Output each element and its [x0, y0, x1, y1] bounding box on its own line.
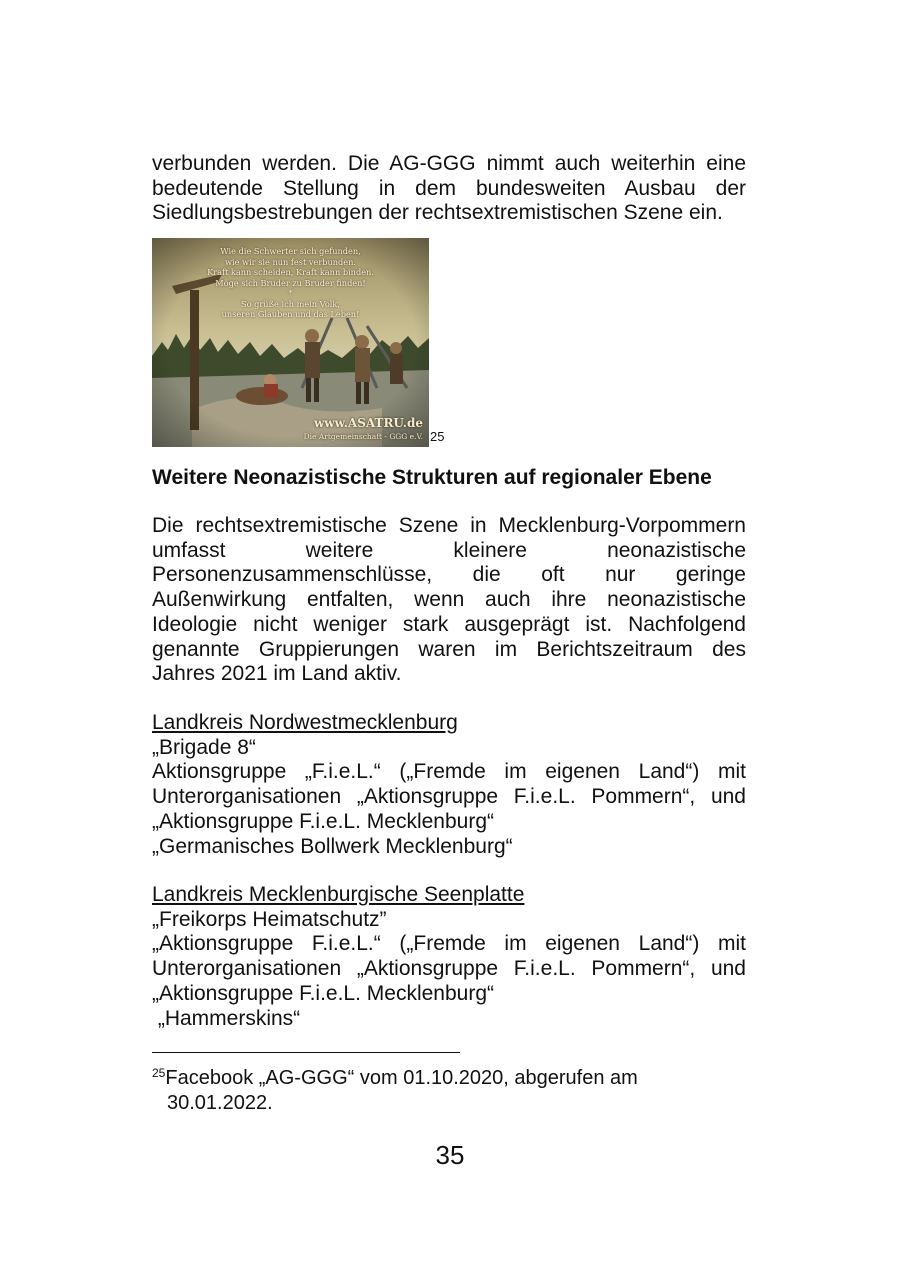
paragraph-line: genannte Gruppierungen waren im Berichtszeitraum des — [152, 637, 746, 661]
figure-footnote-mark: 25 — [430, 429, 445, 444]
paragraph-line: umfasst weitere kleinere neonazistische — [152, 538, 746, 562]
intro-line: bedeutende Stellung in dem bundesweiten Ausbau der — [152, 176, 746, 200]
poem-line: So grüße ich mein Volk, — [241, 298, 340, 309]
image-url-text: www.ASATRU.de — [313, 416, 423, 430]
group-line: Unterorganisationen „Aktionsgruppe F.i.e.L. Pommern“, und — [152, 785, 746, 809]
district-nordwestmecklenburg — [152, 711, 746, 859]
group-line: „Brigade 8“ — [152, 735, 256, 759]
group-line: „Hammerskins“ — [152, 1006, 301, 1030]
paragraph-line: Außenwirkung entfalten, wenn auch ihre neonazistische — [152, 588, 746, 612]
poem-line: wie wir sie nun fest verbunden. — [224, 256, 356, 267]
footnote-text: Facebook „AG-GGG“ vom 01.10.2020, abgerufen am — [165, 1067, 638, 1089]
district-title: Landkreis Nordwestmecklenburg — [152, 711, 458, 734]
image-org-text: Die Artgemeinschaft - GGG e.V. — [303, 432, 423, 441]
paragraph-line: Ideologie nicht weniger stark ausgeprägt ist. Nachfolgend — [152, 612, 746, 636]
group-line: „Aktionsgruppe F.i.e.L.“ („Fremde im eigenen Land“) mit — [152, 932, 746, 956]
footnote-separator — [152, 1052, 460, 1053]
group-line: „Freikorps Heimatschutz” — [152, 907, 387, 931]
footnote — [152, 1066, 752, 1116]
paragraph-line: Die rechtsextremistische Szene in Mecklenburg-Vorpommern — [152, 514, 746, 537]
district-mecklenburgische-seenplatte — [152, 883, 746, 1031]
footnote-text-cont: 30.01.2022. — [167, 1092, 273, 1114]
poem-line: unseren Glauben und das Leben! — [221, 309, 360, 319]
paragraph-line: Jahres 2021 im Land aktiv. — [152, 662, 402, 686]
group-line: „Aktionsgruppe F.i.e.L. Mecklenburg“ — [152, 809, 494, 833]
group-line: Unterorganisationen „Aktionsgruppe F.i.e.L. Pommern“, und — [152, 957, 746, 981]
poem-line: Möge sich Bruder zu Bruder finden! — [215, 277, 366, 288]
footnote-number: 25 — [152, 1066, 166, 1080]
poem-line: * — [288, 288, 293, 298]
poem-line: Wie die Schwerter sich gefunden, — [220, 246, 361, 256]
group-line: Aktionsgruppe „F.i.e.L.“ („Fremde im eigenen Land“) mit — [152, 760, 746, 784]
paragraph-line: Personenzusammenschlüsse, die oft nur geringe — [152, 563, 746, 587]
body-paragraph — [152, 514, 746, 687]
intro-paragraph — [152, 152, 746, 226]
intro-line: Siedlungsbestrebungen der rechtsextremistischen Szene ein. — [152, 201, 723, 225]
intro-line: verbunden werden. Die AG-GGG nimmt auch weiterhin eine — [152, 152, 746, 175]
section-heading: Weitere Neonazistische Strukturen auf regionaler Ebene — [152, 466, 712, 489]
group-line: „Germanisches Bollwerk Mecklenburg“ — [152, 834, 513, 858]
asatru-image — [152, 238, 429, 447]
group-line: „Aktionsgruppe F.i.e.L. Mecklenburg“ — [152, 981, 494, 1005]
poem-line: Kraft kann scheiden, Kraft kann binden. — [207, 267, 374, 277]
poem-text — [152, 246, 429, 320]
page-number: 35 — [435, 1140, 465, 1170]
district-title: Landkreis Mecklenburgische Seenplatte — [152, 883, 525, 906]
